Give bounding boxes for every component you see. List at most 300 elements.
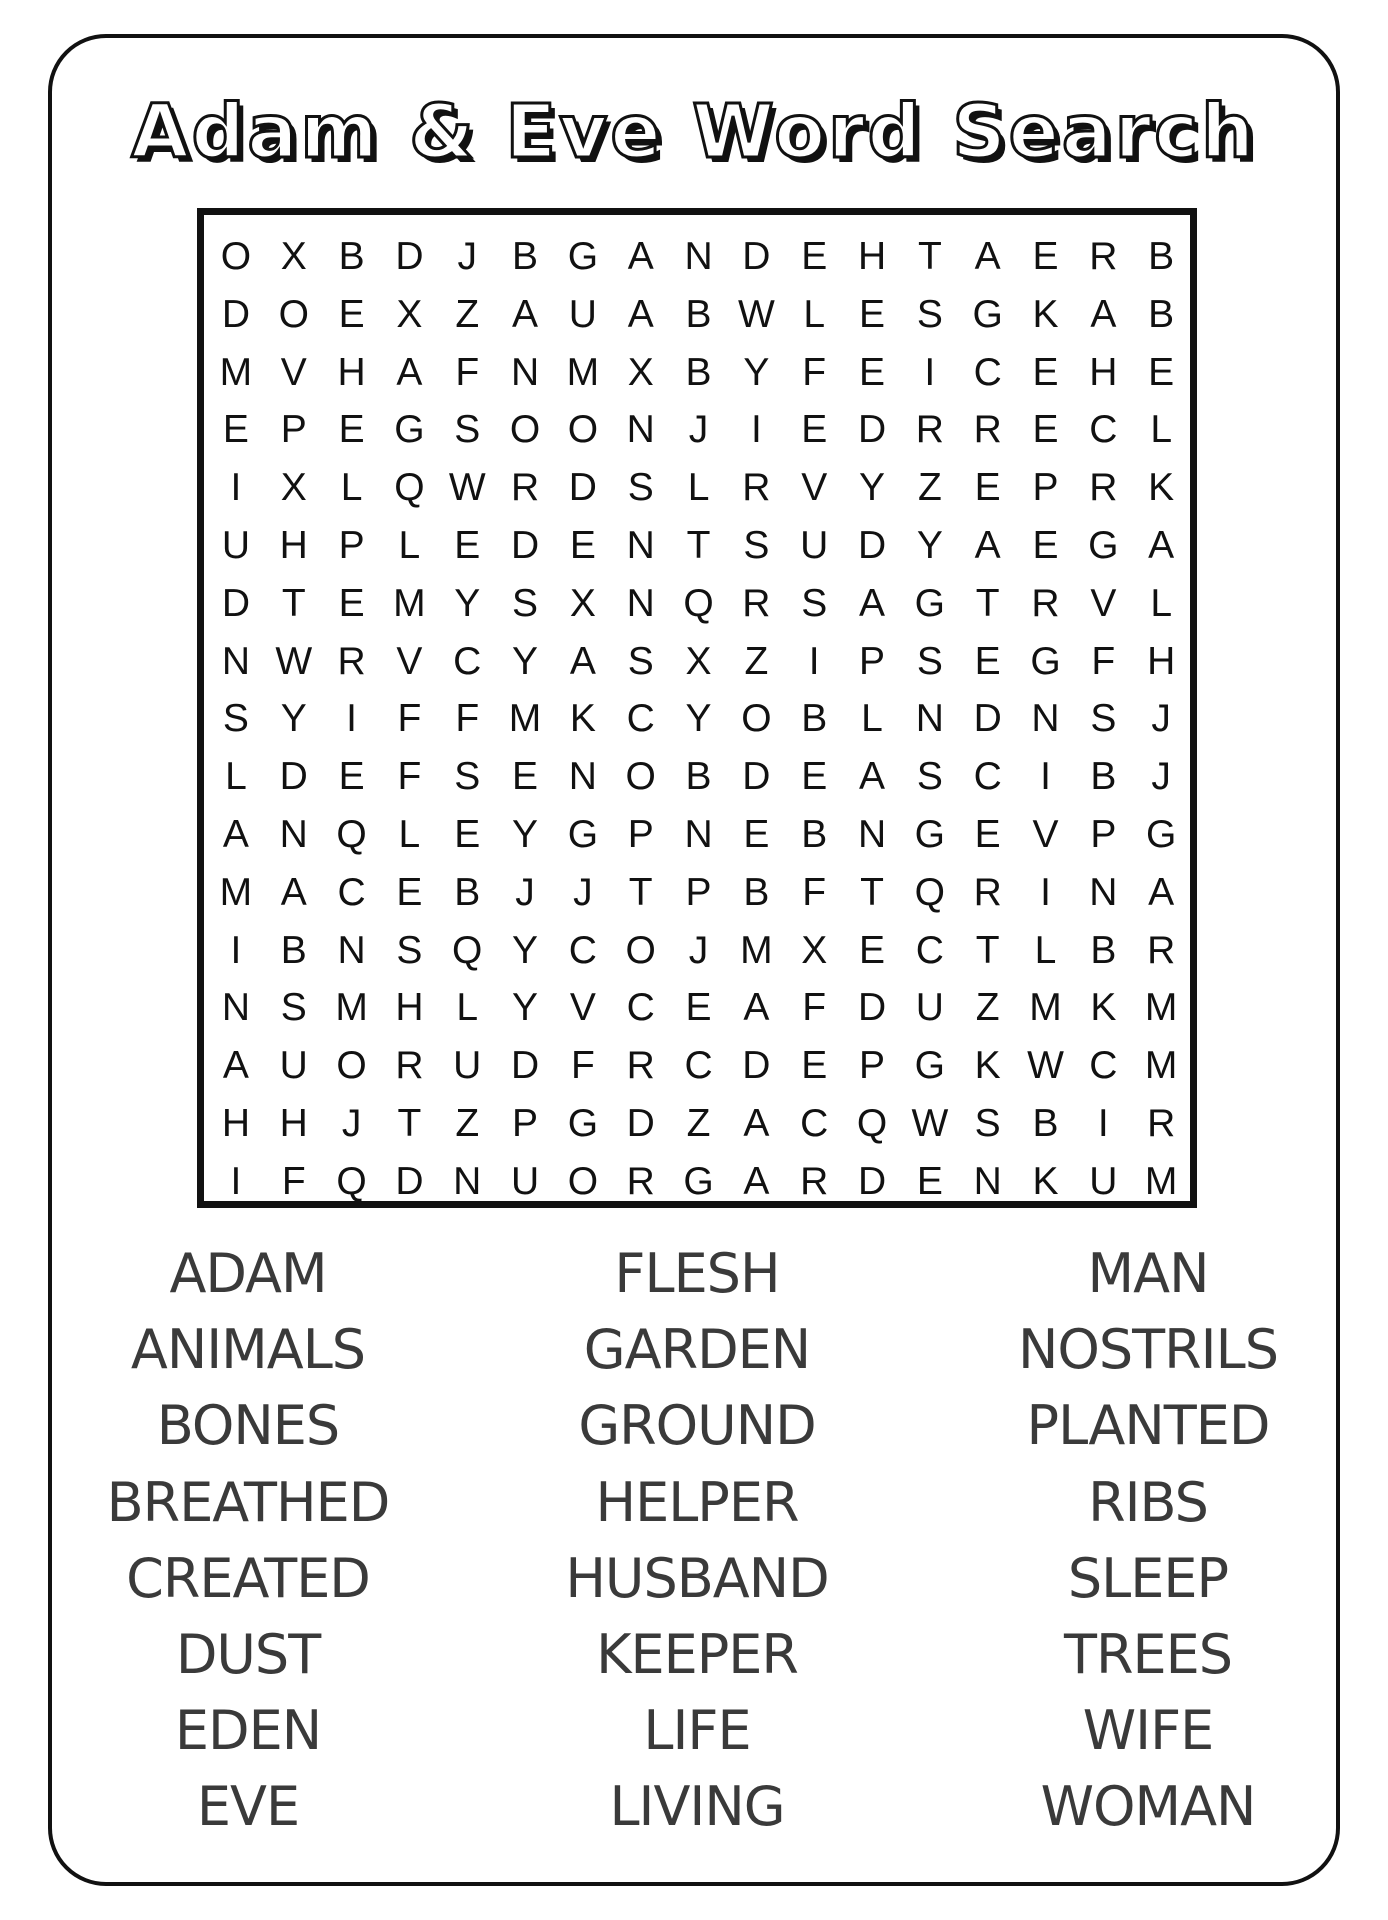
- grid-letter: U: [1089, 1159, 1118, 1203]
- grid-letter: P: [685, 870, 712, 914]
- grid-letter: O: [509, 408, 541, 452]
- grid-letter: C: [973, 755, 1002, 799]
- grid-letter: N: [510, 350, 540, 394]
- grid-letter: M: [1144, 1044, 1178, 1088]
- grid-row: [207, 228, 1190, 286]
- grid-letter: Z: [455, 292, 480, 336]
- grid-letter: K: [569, 697, 596, 741]
- grid-letter: P: [627, 812, 654, 856]
- grid-letter: H: [279, 1101, 308, 1145]
- grid-letter: E: [1032, 523, 1059, 567]
- grid-letter: C: [453, 639, 482, 683]
- grid-letter: Q: [336, 1159, 367, 1203]
- grid-letter: F: [802, 350, 827, 394]
- grid-row: [207, 806, 1190, 864]
- grid-letter: E: [454, 812, 481, 856]
- grid-letter: R: [1089, 466, 1118, 510]
- grid-row: [207, 344, 1190, 402]
- grid-letter: C: [1089, 1044, 1118, 1088]
- grid-letter: D: [742, 755, 771, 799]
- search-word: GARDEN: [583, 1318, 811, 1382]
- grid-letter: E: [743, 812, 770, 856]
- grid-row: [207, 633, 1190, 691]
- grid-letter: H: [1147, 639, 1176, 683]
- grid-row: [207, 979, 1190, 1037]
- grid-letter: E: [569, 523, 596, 567]
- grid-letter: S: [916, 639, 943, 683]
- grid-letter: N: [857, 812, 887, 856]
- grid-letter: Z: [917, 466, 942, 510]
- grid-letter: B: [1090, 755, 1117, 799]
- grid-letter: Q: [856, 1101, 888, 1145]
- grid-letter: E: [974, 466, 1001, 510]
- grid-letter: A: [1148, 870, 1175, 914]
- grid-letter: G: [1145, 812, 1177, 856]
- grid-letter: I: [924, 350, 936, 394]
- grid-letter: J: [457, 235, 477, 278]
- grid-row: [207, 690, 1190, 748]
- grid-letter: E: [1032, 350, 1059, 394]
- grid-letter: O: [567, 1159, 599, 1203]
- grid-letter: I: [1040, 755, 1051, 799]
- grid-letter: U: [453, 1044, 482, 1088]
- grid-letter: T: [686, 523, 711, 567]
- grid-letter: E: [454, 523, 481, 567]
- grid-letter: B: [454, 870, 481, 914]
- grid-letter: N: [626, 523, 655, 567]
- grid-letter: H: [221, 1101, 250, 1145]
- grid-letter: A: [396, 350, 423, 394]
- grid-letter: J: [341, 1101, 362, 1145]
- grid-letter: B: [743, 870, 770, 914]
- grid-letter: V: [280, 350, 307, 394]
- word-column: [487, 1236, 907, 1846]
- grid-letter: U: [221, 523, 250, 567]
- grid-letter: B: [685, 350, 712, 394]
- grid-letter: I: [1097, 1101, 1109, 1145]
- grid-letter: Y: [859, 466, 886, 510]
- grid-letter: O: [336, 1044, 367, 1088]
- grid-letter: L: [1034, 928, 1057, 972]
- grid-letter: U: [800, 523, 829, 567]
- grid-letter: M: [508, 697, 542, 741]
- word-list: [0, 1236, 1388, 1856]
- grid-letter: R: [742, 466, 771, 510]
- grid-letter: U: [915, 986, 944, 1030]
- grid-letter: E: [1148, 350, 1175, 394]
- grid-letter: G: [972, 292, 1003, 336]
- grid-letter: V: [569, 986, 596, 1030]
- grid-letter: N: [221, 986, 250, 1030]
- grid-letter: R: [395, 1044, 424, 1088]
- search-word: WOMAN: [1040, 1775, 1256, 1839]
- grid-letter: C: [684, 1044, 713, 1088]
- grid-letter: A: [222, 812, 249, 856]
- grid-letter: T: [628, 870, 653, 914]
- grid-letter: W: [737, 292, 775, 336]
- grid-letter: L: [1150, 581, 1173, 625]
- search-word: WIFE: [1082, 1699, 1214, 1763]
- grid-letter: R: [742, 581, 771, 625]
- search-word: SLEEP: [1067, 1546, 1229, 1610]
- search-word: DUST: [175, 1622, 321, 1686]
- grid-letter: E: [1032, 408, 1059, 452]
- grid-letter: G: [567, 812, 599, 856]
- grid-letter: A: [627, 235, 654, 278]
- grid-letter: E: [338, 755, 365, 799]
- grid-letter: G: [914, 1044, 946, 1088]
- grid-letter: M: [335, 986, 368, 1030]
- grid-letter: N: [684, 235, 713, 278]
- grid-letter: E: [222, 408, 249, 452]
- grid-letter: F: [455, 697, 480, 741]
- grid-letter: P: [859, 1044, 886, 1088]
- grid-letter: O: [278, 292, 309, 336]
- grid-letter: R: [973, 408, 1002, 452]
- grid-letter: U: [279, 1044, 308, 1088]
- grid-letter: T: [975, 928, 1000, 972]
- search-word: BONES: [156, 1394, 340, 1458]
- grid-letter: D: [742, 235, 771, 278]
- grid-letter: S: [222, 697, 249, 741]
- grid-letter: B: [280, 928, 307, 972]
- grid-letter: S: [743, 523, 770, 567]
- grid-letter: P: [859, 639, 886, 683]
- grid-letter: E: [859, 350, 886, 394]
- grid-letter: F: [281, 1159, 306, 1203]
- grid-letter: A: [859, 581, 886, 625]
- grid-letter: T: [397, 1101, 422, 1145]
- grid-letter: B: [1032, 1101, 1059, 1145]
- grid-letter: P: [512, 1101, 539, 1145]
- grid-letter: Y: [454, 581, 481, 625]
- grid-letter: D: [742, 1044, 771, 1088]
- grid-letter: K: [1032, 292, 1059, 336]
- grid-letter: L: [803, 292, 826, 336]
- word-column: [938, 1236, 1358, 1846]
- grid-letter: Z: [975, 986, 1000, 1030]
- grid-letter: S: [974, 1101, 1001, 1145]
- grid-letter: D: [973, 697, 1002, 741]
- grid-letter: X: [569, 581, 596, 625]
- grid-letter: M: [1144, 1159, 1178, 1203]
- grid-letter: I: [346, 697, 357, 741]
- grid-letter: C: [915, 928, 944, 972]
- grid-letter: G: [1030, 639, 1061, 683]
- grid-letter: L: [398, 523, 421, 567]
- grid-letter: Q: [914, 870, 946, 914]
- grid-letter: B: [685, 292, 712, 336]
- grid-letter: M: [219, 870, 253, 914]
- grid-row: [207, 575, 1190, 633]
- search-word: MAN: [1087, 1242, 1209, 1305]
- grid-letter: E: [685, 986, 712, 1030]
- grid-letter: S: [627, 466, 654, 510]
- grid-row: [207, 748, 1190, 806]
- grid-letter: H: [1089, 350, 1118, 394]
- grid-letter: Z: [455, 1101, 480, 1145]
- grid-letter: S: [454, 408, 481, 452]
- grid-letter: O: [741, 697, 772, 741]
- grid-letter: E: [338, 581, 365, 625]
- grid-letter: G: [567, 1101, 599, 1145]
- grid-letter: C: [568, 928, 597, 972]
- grid-letter: Y: [512, 639, 539, 683]
- grid-letter: B: [512, 235, 539, 278]
- grid-letter: D: [568, 466, 597, 510]
- grid-letter: N: [1031, 697, 1060, 741]
- grid-letter: I: [1040, 870, 1051, 914]
- grid-letter: G: [914, 581, 946, 625]
- grid-letter: O: [567, 408, 599, 452]
- letter-grid: [197, 208, 1197, 1208]
- grid-letter: N: [568, 755, 597, 799]
- grid-letter: I: [230, 1159, 242, 1203]
- grid-letter: U: [568, 292, 597, 336]
- grid-letter: C: [1089, 408, 1118, 452]
- grid-letter: K: [1032, 1159, 1059, 1203]
- grid-letter: M: [1029, 986, 1062, 1030]
- search-word: FLESH: [614, 1242, 780, 1305]
- grid-letter: H: [395, 986, 424, 1030]
- grid-letter: R: [1089, 235, 1118, 278]
- grid-letter: K: [1148, 466, 1175, 510]
- grid-letter: A: [974, 235, 1001, 278]
- grid-letter: A: [280, 870, 307, 914]
- grid-letter: F: [802, 870, 827, 914]
- search-word: RIBS: [1088, 1470, 1208, 1534]
- search-word: LIFE: [643, 1699, 751, 1763]
- grid-letter: L: [340, 466, 363, 510]
- grid-letter: T: [860, 870, 884, 914]
- grid-letter: Y: [512, 812, 539, 856]
- grid-letter: Y: [512, 928, 539, 972]
- grid-row: [207, 401, 1190, 459]
- grid-letter: L: [456, 986, 479, 1030]
- grid-letter: A: [1090, 292, 1117, 336]
- grid-letter: R: [626, 1044, 655, 1088]
- grid-letter: F: [455, 350, 480, 394]
- search-word: HUSBAND: [565, 1546, 829, 1610]
- grid-letter: E: [974, 639, 1001, 683]
- grid-letter: P: [280, 408, 307, 452]
- grid-letter: N: [684, 812, 713, 856]
- grid-row: [207, 922, 1190, 980]
- search-word: EDEN: [174, 1699, 322, 1763]
- grid-letter: E: [801, 408, 828, 452]
- search-word: NOSTRILS: [1018, 1318, 1278, 1382]
- grid-letter: N: [1089, 870, 1118, 914]
- grid-letter: L: [225, 755, 247, 799]
- grid-letter: G: [394, 408, 425, 452]
- grid-letter: L: [687, 466, 710, 510]
- grid-letter: I: [230, 928, 242, 972]
- grid-letter: S: [916, 755, 943, 799]
- grid-letter: A: [974, 523, 1001, 567]
- grid-letter: F: [397, 755, 422, 799]
- grid-letter: J: [1151, 755, 1171, 799]
- grid-letter: A: [569, 639, 596, 683]
- grid-letter: S: [627, 639, 654, 683]
- grid-letter: F: [1091, 639, 1116, 683]
- search-word: ADAM: [169, 1242, 327, 1305]
- grid-letter: B: [1090, 928, 1117, 972]
- grid-letter: O: [220, 235, 252, 278]
- grid-letter: M: [1144, 986, 1178, 1030]
- grid-letter: P: [1090, 812, 1117, 856]
- grid-letter: V: [1032, 812, 1059, 856]
- grid-letter: R: [510, 466, 540, 510]
- grid-letter: A: [512, 292, 539, 336]
- grid-letter: J: [573, 870, 593, 914]
- grid-letter: K: [1090, 986, 1117, 1030]
- grid-letter: F: [802, 986, 827, 1030]
- grid-letter: L: [861, 697, 883, 741]
- grid-letter: R: [915, 408, 944, 452]
- grid-letter: D: [857, 408, 887, 452]
- grid-letter: A: [859, 755, 886, 799]
- grid-letter: J: [1151, 697, 1171, 741]
- grid-letter: N: [915, 697, 944, 741]
- grid-letter: Q: [336, 812, 367, 856]
- grid-row: [207, 459, 1190, 517]
- grid-letter: G: [567, 235, 599, 278]
- grid-letter: N: [453, 1159, 482, 1203]
- grid-letter: W: [448, 466, 486, 510]
- grid-letter: E: [974, 812, 1001, 856]
- grid-letter: Q: [452, 928, 483, 972]
- grid-letter: D: [857, 1159, 887, 1203]
- grid-letter: A: [627, 292, 654, 336]
- grid-letter: B: [1148, 292, 1175, 336]
- grid-letter: D: [221, 292, 250, 336]
- grid-letter: U: [510, 1159, 540, 1203]
- grid-letter: S: [916, 292, 943, 336]
- grid-letter: M: [566, 350, 600, 394]
- grid-letter: J: [688, 408, 709, 452]
- grid-letter: C: [973, 350, 1002, 394]
- word-column: [38, 1236, 458, 1846]
- grid-letter: X: [685, 639, 712, 683]
- grid-letter: N: [626, 408, 655, 452]
- grid-letter: C: [626, 986, 655, 1030]
- grid-letter: V: [801, 466, 828, 510]
- grid-letter: R: [800, 1159, 829, 1203]
- grid-letter: E: [859, 292, 886, 336]
- grid-letter: A: [743, 1101, 770, 1145]
- grid-letter: D: [395, 235, 424, 278]
- grid-letter: E: [1032, 235, 1059, 278]
- search-word: CREATED: [126, 1546, 370, 1610]
- grid-letter: D: [857, 523, 887, 567]
- grid-letter: A: [743, 1159, 770, 1203]
- grid-letter: H: [857, 235, 887, 278]
- page-title: Adam & Eve Word Search: [131, 89, 1257, 175]
- grid-letter: Y: [743, 350, 770, 394]
- grid-letter: S: [280, 986, 307, 1030]
- grid-letter: B: [1148, 235, 1175, 278]
- grid-letter: Y: [280, 697, 307, 741]
- grid-letter: X: [280, 466, 307, 510]
- grid-letter: O: [625, 755, 656, 799]
- grid-letter: G: [914, 812, 946, 856]
- grid-letter: S: [454, 755, 481, 799]
- grid-letter: T: [917, 235, 942, 278]
- grid-letter: I: [750, 408, 762, 452]
- grid-letter: P: [338, 523, 365, 567]
- grid-letter: M: [219, 350, 253, 394]
- grid-letter: B: [801, 812, 828, 856]
- grid-row: [207, 1095, 1190, 1153]
- grid-letter: O: [625, 928, 656, 972]
- grid-letter: J: [515, 870, 535, 914]
- grid-letter: B: [338, 235, 365, 278]
- grid-letter: R: [337, 639, 366, 683]
- grid-letter: E: [801, 1044, 828, 1088]
- grid-letter: I: [808, 639, 820, 683]
- grid-letter: D: [857, 986, 887, 1030]
- grid-letter: E: [396, 870, 423, 914]
- grid-letter: D: [510, 1044, 540, 1088]
- search-word: LIVING: [609, 1775, 785, 1839]
- grid-letter: Z: [686, 1101, 711, 1145]
- grid-letter: R: [1147, 928, 1176, 972]
- grid-letter: N: [221, 639, 250, 683]
- grid-letter: T: [975, 581, 1000, 625]
- grid-letter: I: [230, 466, 242, 510]
- grid-letter: M: [740, 928, 773, 972]
- grid-letter: E: [338, 292, 365, 336]
- grid-letter: H: [279, 523, 308, 567]
- grid-letter: D: [395, 1159, 424, 1203]
- grid-letter: R: [626, 1159, 655, 1203]
- grid-letter: C: [337, 870, 366, 914]
- grid-letter: S: [1090, 697, 1117, 741]
- grid-letter: Q: [394, 466, 425, 510]
- grid-letter: R: [1031, 581, 1060, 625]
- grid-row: [207, 1037, 1190, 1095]
- grid-letter: Y: [512, 986, 539, 1030]
- grid-letter: D: [510, 523, 540, 567]
- search-word: HELPER: [595, 1470, 799, 1534]
- grid-letter: S: [512, 581, 539, 625]
- grid-letter: E: [859, 928, 886, 972]
- grid-letter: Z: [744, 639, 769, 683]
- grid-letter: N: [337, 928, 366, 972]
- grid-letter: P: [1032, 466, 1059, 510]
- grid-letter: S: [801, 581, 828, 625]
- grid-letter: J: [688, 928, 709, 972]
- grid-letter: L: [398, 812, 421, 856]
- search-word: ANIMALS: [130, 1318, 366, 1382]
- grid-letter: W: [1027, 1044, 1064, 1088]
- grid-letter: X: [801, 928, 828, 972]
- grid-letter: X: [627, 350, 654, 394]
- grid-letter: M: [393, 581, 426, 625]
- grid-letter: Y: [685, 697, 712, 741]
- search-word: BREATHED: [106, 1470, 390, 1534]
- grid-letter: T: [281, 581, 306, 625]
- grid-letter: E: [801, 235, 828, 278]
- grid-letter: Q: [683, 581, 714, 625]
- grid-letter: V: [396, 639, 423, 683]
- grid-letter: S: [396, 928, 423, 972]
- grid-row: [207, 286, 1190, 344]
- grid-letter: A: [1148, 523, 1175, 567]
- grid-letter: X: [396, 292, 423, 336]
- grid-letter: X: [280, 235, 307, 278]
- grid-letter: W: [275, 639, 313, 683]
